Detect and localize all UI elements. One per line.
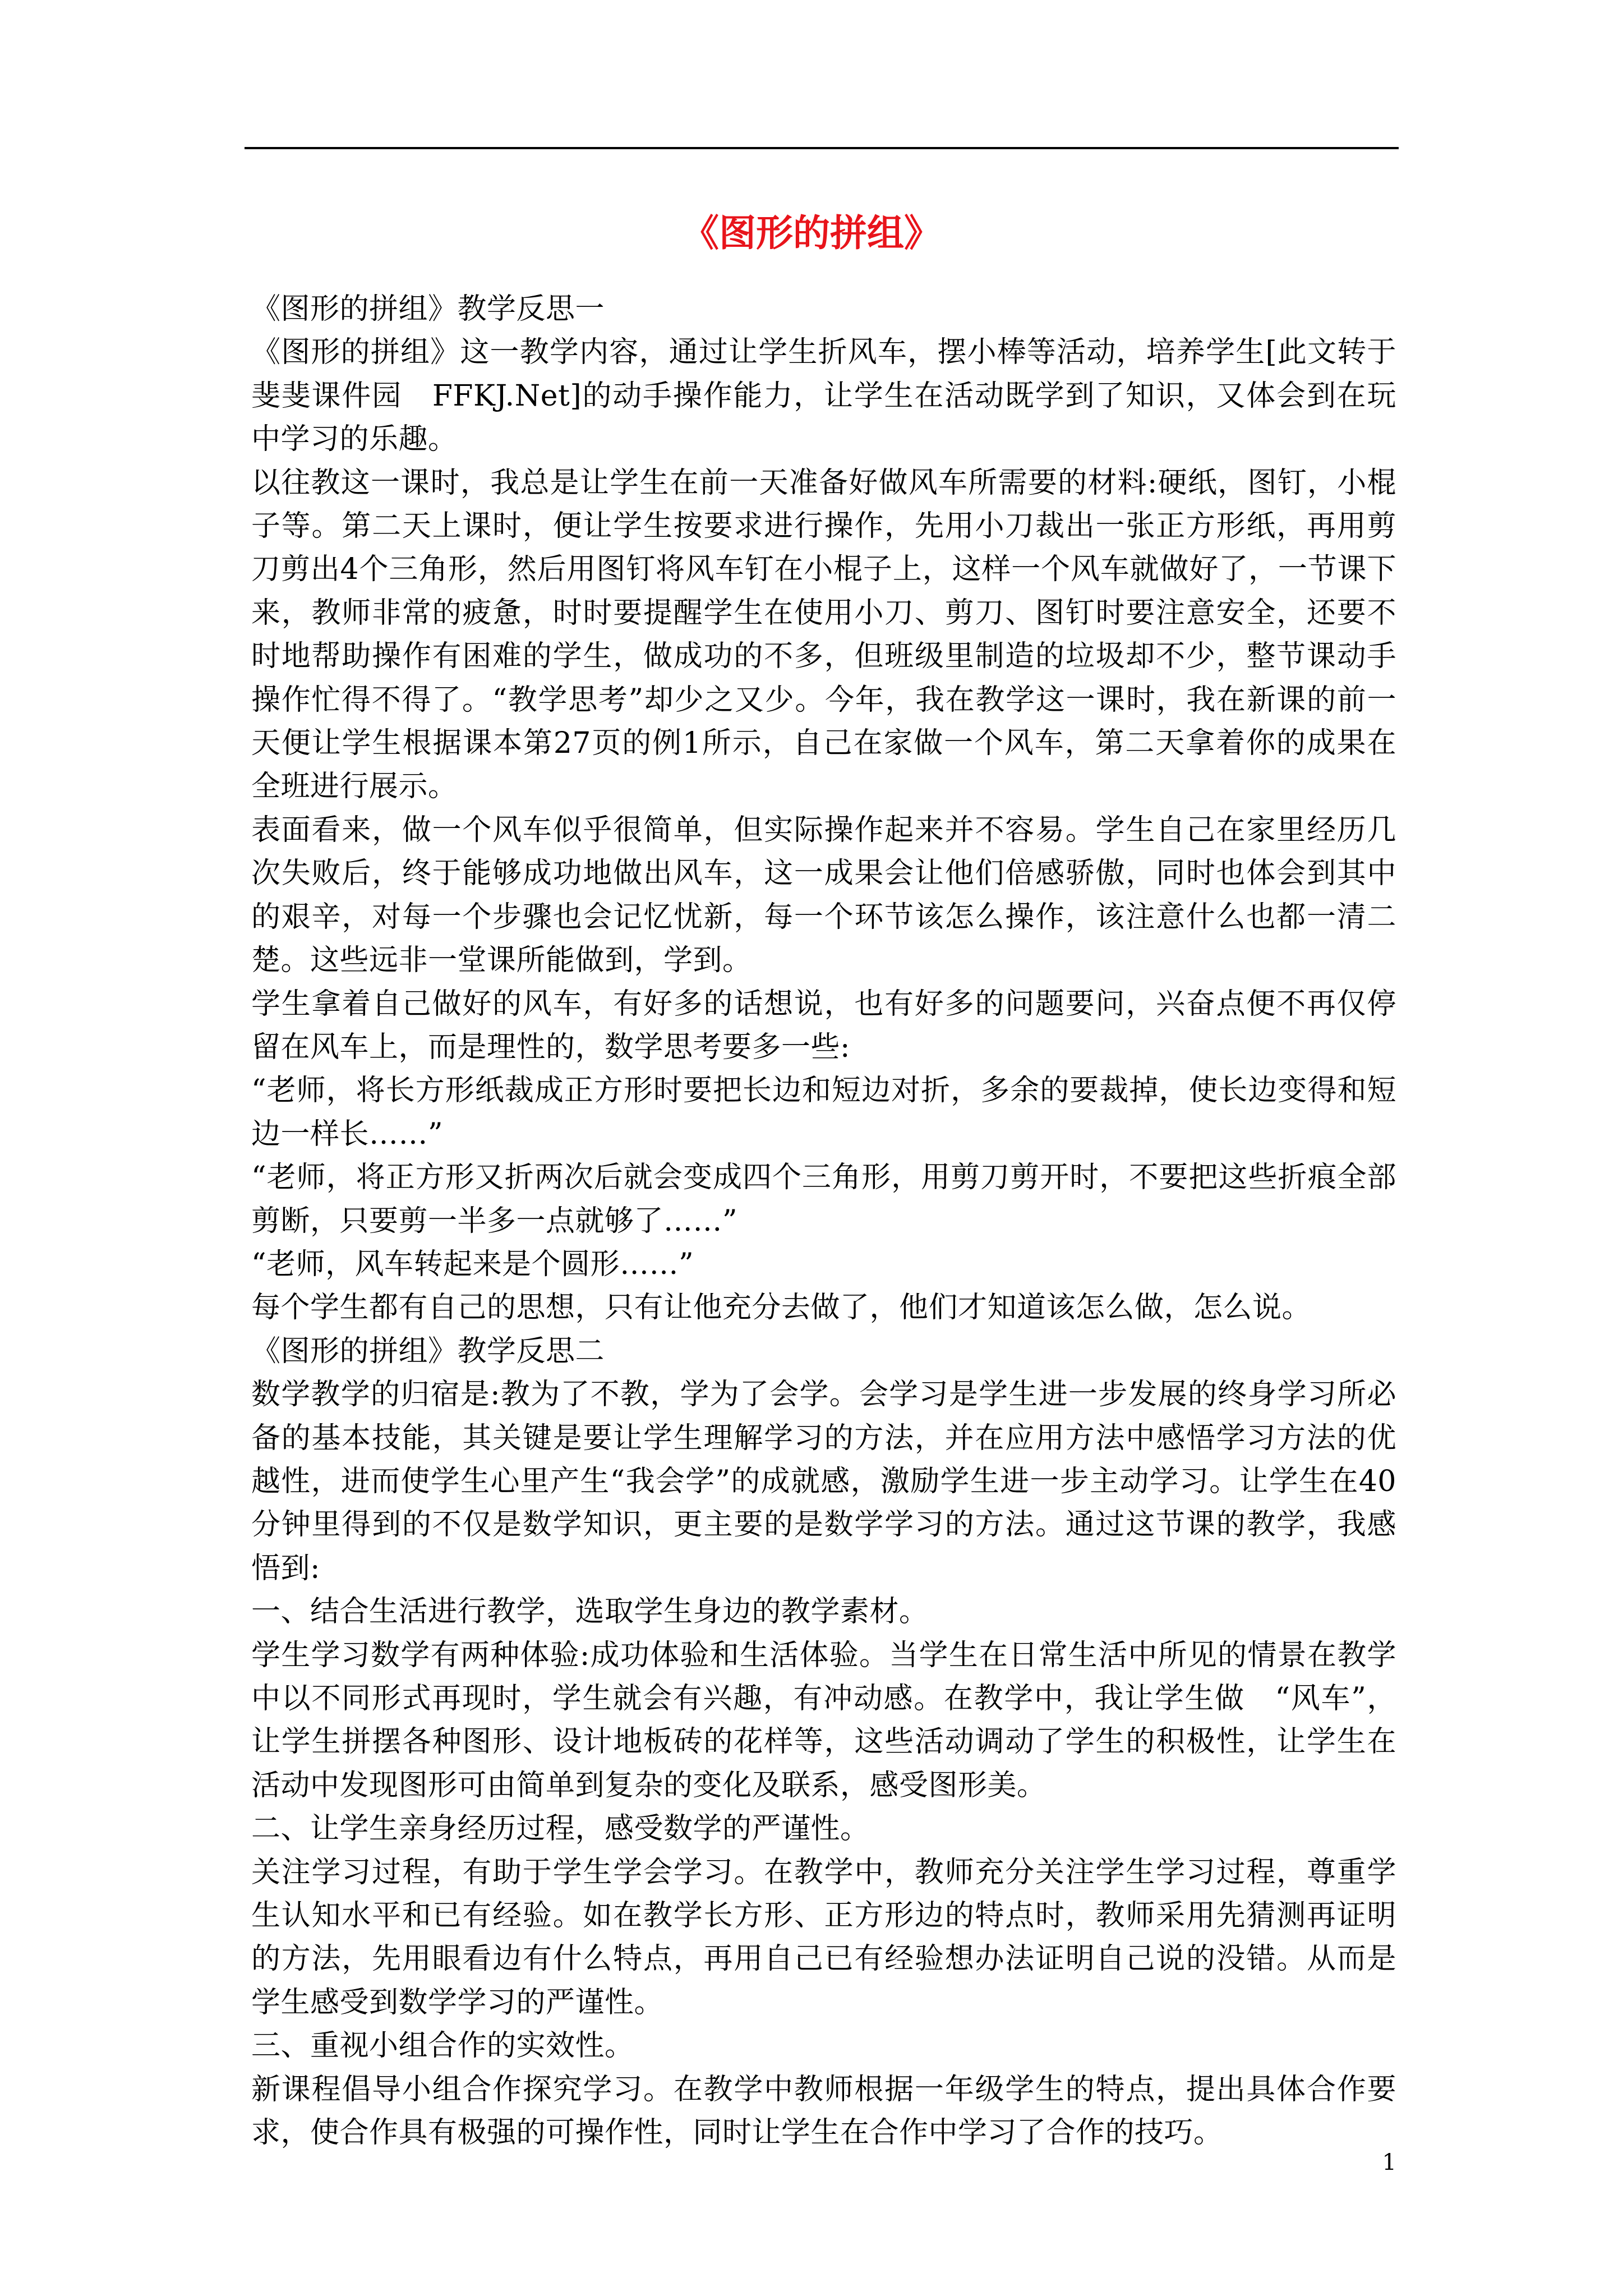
paragraph: 关注学习过程，有助于学生学会学习。在教学中，教师充分关注学生学习过程，尊重学生认知水平和已有经验。如在教学长方形、正方形边的特点时，教师采用先猜测再证明的方法，先用眼看边有什么特点，再用自己已有经验想办法证明自己说的没错。从而是学生感受到数学学习的严谨性。 bbox=[251, 1855, 1396, 2019]
header-rule bbox=[245, 147, 1399, 149]
page-number: 1 bbox=[1382, 2150, 1396, 2175]
section-heading-3: 三、重视小组合作的实效性。 bbox=[251, 2029, 634, 2063]
student-quote: “老师，将长方形纸裁成正方形时要把长边和短边对折，多余的要裁掉，使长边变得和短边一样长……” bbox=[251, 1074, 1396, 1151]
paragraph: 每个学生都有自己的思想，只有让他充分去做了，他们才知道该怎么做，怎么说。 bbox=[251, 1291, 1312, 1325]
document-body bbox=[251, 288, 1396, 2155]
paragraph: 《图形的拼组》这一教学内容，通过让学生折风车，摆小棒等活动，培养学生[此文转于斐斐课件园 FFKJ.Net]的动手操作能力，让学生在活动既学到了知识，又体会到在玩中学习的乐趣。 bbox=[251, 335, 1396, 457]
paragraph: 数学教学的归宿是:教为了不教，学为了会学。会学习是学生进一步发展的终身学习所必备的基本技能，其关键是要让学生理解学习的方法，并在应用方法中感悟学习方法的优越性，进而使学生心里产生“我会学”的成就感，激励学生进一步主动学习。让学生在40分钟里得到的不仅是数学知识，更主要的是数学学习的方法。通过这节课的教学，我感悟到: bbox=[251, 1378, 1396, 1585]
document-title: 《图形的拼组》 bbox=[682, 211, 941, 255]
section-heading-2: 二、让学生亲身经历过程，感受数学的严谨性。 bbox=[251, 1812, 870, 1846]
heading-reflection-two: 《图形的拼组》教学反思二 bbox=[251, 1334, 605, 1368]
paragraph: 表面看来，做一个风车似乎很简单，但实际操作起来并不容易。学生自己在家里经历几次失败后，终于能够成功地做出风车，这一成果会让他们倍感骄傲，同时也体会到其中的艰辛，对每一个步骤也会记忆忧新，每一个环节该怎么操作，该注意什么也都一清二楚。这些远非一堂课所能做到，学到。 bbox=[251, 813, 1396, 978]
paragraph: 学生学习数学有两种体验:成功体验和生活体验。当学生在日常生活中所见的情景在教学中以不同形式再现时，学生就会有兴趣，有冲动感。在教学中，我让学生做 “风车”，让学生拼摆各种图形、设计地板砖的花样等，这些活动调动了学生的积极性，让学生在活动中发现图形可由简单到复杂的变化及联系，感受图形美。 bbox=[251, 1638, 1396, 1802]
paragraph: 新课程倡导小组合作探究学习。在教学中教师根据一年级学生的特点，提出具体合作要求，使合作具有极强的可操作性，同时让学生在合作中学习了合作的技巧。 bbox=[251, 2072, 1396, 2150]
heading-reflection-one: 《图形的拼组》教学反思一 bbox=[251, 292, 605, 326]
paragraph: 学生拿着自己做好的风车，有好多的话想说，也有好多的问题要问，兴奋点便不再仅停留在风车上，而是理性的，数学思考要多一些: bbox=[251, 987, 1396, 1064]
student-quote: “老师，将正方形又折两次后就会变成四个三角形，用剪刀剪开时，不要把这些折痕全部剪断，只要剪一半多一点就够了……” bbox=[251, 1161, 1396, 1238]
student-quote: “老师，风车转起来是个圆形……” bbox=[251, 1247, 694, 1281]
paragraph: 以往教这一课时，我总是让学生在前一天准备好做风车所需要的材料:硬纸，图钉，小棍子等。第二天上课时，便让学生按要求进行操作，先用小刀裁出一张正方形纸，再用剪刀剪出4个三角形，然后用图钉将风车钉在小棍子上，这样一个风车就做好了，一节课下来，教师非常的疲惫，时时要提醒学生在使用小刀、剪刀、图钉时要注意安全，还要不时地帮助操作有困难的学生，做成功的不多，但班级里制造的垃圾却不少，整节课动手操作忙得不得了。“教学思考”却少之又少。今年，我在教学这一课时，我在新课的前一天便让学生根据课本第27页的例1所示，自己在家做一个风车，第二天拿着你的成果在全班进行展示。 bbox=[251, 466, 1396, 804]
section-heading-1: 一、结合生活进行教学，选取学生身边的教学素材。 bbox=[251, 1595, 929, 1629]
